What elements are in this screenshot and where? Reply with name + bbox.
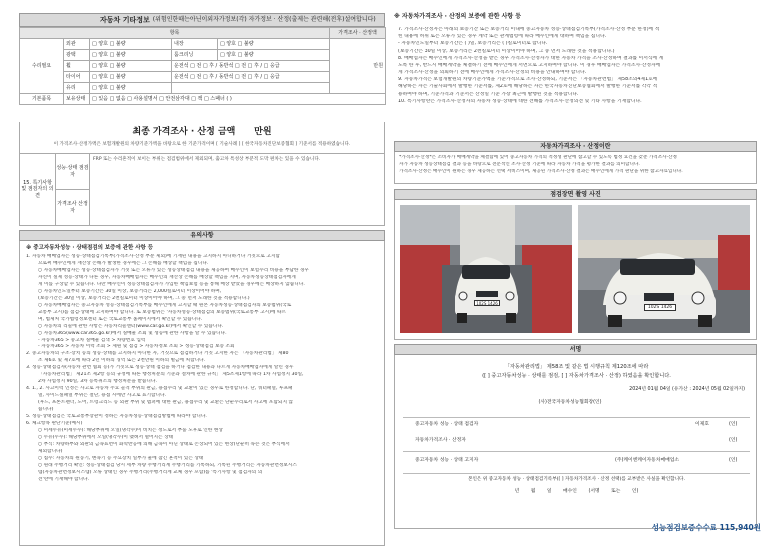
inspection-photo-front[interactable] [400, 205, 572, 333]
signature-area [394, 355, 757, 529]
divider [403, 451, 750, 452]
caution-title: ※ 중고자동차성능 · 상태점검의 보증에 관한 사항 등 [26, 245, 154, 251]
caution-line: 2. 중고자동차의 구조·장치 등의 성능·상태를 고지하지 아니한 자, 거짓으로 점검하거나 거짓 고지한 자는 「자동차관리법」 제80 [26, 351, 289, 357]
caution-line: 1. 자동차 매매업자는 성능·상태점검기록부(가격조사·산정 부분 제외)에 기재된 내용을 고지하지 아니하거나 거짓으로 고지함 [26, 253, 280, 259]
signature-header: 서명 [394, 344, 757, 355]
appraisal-guarantee-line: (보증기간은 30일 이상, 보증거리는 2천킬로미터 이상이어야 하며, 그 중 먼저 도래한 것을 적용합니다.) [398, 48, 615, 54]
row-glass-check[interactable]: □ 양호 □ 불량 [90, 83, 172, 94]
caution-line: - 자동차365 > 중고차 실매물 검색 > 차량번호 입력 [38, 337, 146, 343]
appraisal-scope-body [394, 152, 757, 184]
caution-line: ○ 원래 주행거리 확인: 성능·상태점검 당시 세부 차량 주행거리계 주행거리를 기록하되, 기록된 주행거리는 자동차관련정보시스 [38, 462, 297, 468]
row-label-exterior: 외관 [64, 39, 90, 50]
sign-row-notifier [395, 455, 758, 469]
caution-line: 게 이를 구상할 수 있습니다. 다만 매수인이 성능상태점검자가 가입한 책임보험 등을 통해 배상 받았을 경우에는 배상하지 않습니다. [38, 281, 305, 287]
special-notes-inspector: 성능·상태 점검자 [56, 154, 89, 190]
caution-line: ○ 부식: 차량하부와 외판의 금속표면이 화학반응에 의해 금속이 아닌 상태로 손상되어 있는 현상(단순히 녹슨 것은 부식에서 [38, 442, 290, 448]
caution-line: ○ 자동차매매업자는 중고자동차 성능·상태점검기록부를 매수인에게 고지할 때 원본 자동차성능·상태점검자의 보증범위(국토 [38, 302, 292, 308]
row-tire-position[interactable]: 운전석 □ 전 □ 후 / 동반석 □ 전 □ 후 / □ 응급 [172, 72, 330, 83]
sign-row-appraiser-label: 자동차가격조사 · 산정자 [415, 438, 466, 443]
license-plate-2: 102S 1426 [644, 304, 676, 311]
appraisal-guarantee-title: ※ 자동차가격조사 · 산정의 보증에 관한 사항 등 [394, 13, 522, 20]
receipt-statement: 본인은 위 중고자동차 성능 · 상태점검기록부([ ] 자동차가격조사 · 산정 선택)를 교부받은 사실을 확인합니다. [468, 477, 685, 482]
appraisal-guarantee-lines [398, 27, 757, 106]
appraisal-guarantee-line: 도록 한 후, 반드시 매매계약을 체결하기 전에 매수인에게 서면으로 고지하여야 합니다. 이 경우 매매업자는 가격조사·산정자에 [398, 62, 661, 68]
col-item: 항목 [20, 28, 330, 39]
caution-line: 교통부 고시)를 점검·상태에 고지하여야 합니다. 또 보증범위는 '자동차성능·상태점검의 보증범위(국토교통부 고시)에 따르 [38, 309, 287, 315]
photo-area [394, 200, 757, 340]
caution-line: ○ 누유(누수): 해당부위에서 오일(냉각수)이 맺혀서 떨어지는 상태 [38, 435, 174, 441]
appraisal-scope-line: 자가 자동차 성능상태점검 결과 등을 바탕으로 전문적인 조사·산정 기준에 따라 자동차 가격을 평가한 결과를 의미합니다. [399, 162, 640, 168]
sign-row-notifier-label: 중고자동차 성능 · 상태 고지자 [415, 458, 479, 463]
caution-line: 3. 성능·상태점검자(자동차 관련 협회 등)가 거짓으로 성능·상태 점검을 하거나 점검한 내용과 다르게 자동차매매업자에게 알린 경우 [26, 365, 294, 371]
row-interior-label: 내장 [172, 39, 218, 50]
row-label-wheel: 휠 [64, 61, 90, 72]
signature-org: (사)전국자동차성능협회장(인) [538, 400, 602, 405]
special-notes-appraiser: 가격조사 산정자 [57, 201, 88, 214]
caution-line: 템(자동차관련정보시스템) 오류 상태인 경우 주행거리(주행거리계 교체 경우 포함)를 '특기사항 및 점검자의 의 [38, 469, 263, 475]
row-cleaning-check[interactable]: □ 양호 □ 불량 [218, 50, 330, 61]
row-label-glass: 유리 [64, 83, 90, 94]
caution-line: 6. 체크항목 판단기준(예시) [26, 421, 83, 427]
row-wheel-check[interactable]: □ 양호 □ 불량 [90, 61, 172, 72]
right-column [394, 13, 757, 533]
appraisal-guarantee-line: 해당하는 자는 기술사회에서 발행한 기준서를, 제2호에 해당하는 자는 한국자동차진단보증협회에서 발행한 기준서를 각각 적 [398, 84, 658, 90]
caution-line: (후드, 프론트펜더, 도어, 트렁크리드 등 외판 부위 및 범퍼에 대한 판금, 용접수리 및 교환은 단순수리로서 사고에 포함되지 않 [38, 400, 293, 406]
row-gloss-check[interactable]: □ 양호 □ 불량 [90, 50, 172, 61]
caution-line: 널, 사이드실패널 부위는 절단, 용접 시에만 사고로 표기합니다. [38, 393, 167, 399]
final-estimate-label: 최종 가격조사 · 산정 금액 [132, 127, 236, 137]
final-estimate [19, 122, 385, 154]
divider [403, 473, 750, 474]
appraisal-guarantee-line: 7. 가격조사·산정자는 아래의 보증기간 또는 보증거리 이내에 중고자동차 성능·상태점검기록부(가격조사·산정 부분 한정)에 적 [398, 27, 660, 32]
left-column [19, 13, 385, 533]
appraisal-guarantee-line: 용하여야 하며, 기준가격과 기준서는 산정일 기준 가장 최근에 발행된 것을 적용합니다. [398, 91, 579, 97]
caution-line: 며, 법제처 국가법령정보센터 또는 국토교통부 홈페이지에서 확인할 수 있습니다. [38, 316, 203, 322]
caution-line: 2차 사업정지 90일, 3차 등록취소의 행정처분을 받습니다. [38, 379, 157, 385]
caution-line: 「자동차관리법」 제21조 제2항 등의 규정에 따른 행정처분의 기준과 절차에 관한 규칙」 제5조제1항에 따라 1차 사업정지 30일, [38, 372, 304, 378]
special-notes [19, 154, 385, 226]
row-cleaning-label: 룸크리닝 [172, 50, 218, 61]
caution-line: 자신이 실제 성능·상태가 다른 경우, 자동차매매업자는 매수인의 재산상 손해를 배상할 책임을 지며, 자동차성능상태점검자에게 [38, 274, 296, 280]
repair-unit: 만원 [330, 39, 386, 94]
inspection-photo-angle[interactable] [578, 205, 750, 333]
caution-line: ○ 자동차인도일부터 보증기간은 30일 이상, 보증거리는 2,000킬로미터 이상이어야 하며, [38, 288, 222, 294]
caution-line: (보증기간은 30일 이상, 보증거리는 2천킬로미터 이상이어야 하며, 그 중 먼저 도래한 것을 적용합니다.) [38, 295, 250, 301]
basic-label: 기본품목 [20, 94, 64, 105]
other-info-header: 자동차 기타정보 (위험인한때는아닌이외자가정보(각) 자가정보 · 산정(출제는 관련해(전후)설여합니다) [19, 13, 385, 27]
repair-table [19, 27, 386, 105]
caution-line: 견'란에 기재해야 합니다. [38, 476, 90, 482]
caution-line: ○ 자동차의 리콜에 관한 사항은 자동차리콜센터(www.car.go.kr)에서 확인할 수 있습니다. [38, 323, 224, 329]
appraisal-guarantee-line: 9. 자동차가격은 보험개발원의 차량기준가액을 기준가격으로 조사·산정하되, 기준서는 「자동차관련법」 제58조의4제1호에 [398, 77, 658, 83]
appraisal-guarantee-line: 8. 매매업자는 매수인에게 가격조사·산정을 받은 경우 가격조사·산정자가 대한 자동차 가격을 조사·산정하여 결과를 이서식에 계 [398, 55, 664, 61]
sign-row-appraiser [395, 435, 758, 449]
sign-row-appraiser-mark: (인) [729, 438, 738, 443]
row-wheel-position[interactable]: 운전석 □ 전 □ 후 / 동반석 □ 전 □ 후 / □ 응급 [172, 61, 330, 72]
basic-status: 보유상태 [64, 94, 90, 105]
special-notes-text: FRP 또는 수리흔적이 보이는 부위는 점검범위에서 제외되며, 출고차 특성상 부분적 도막 편차는 있을 수 있습니다. [93, 157, 321, 162]
caution-line: ○ 침수: 자동차의 원동기, 변속기 등 주요장치 일부가 물에 잠긴 흔적이 있는 상태 [38, 455, 204, 461]
appraisal-guarantee-line: 힌 내용에 허위 또는 오류가 있는 경우 계약 또는 관계법령에 따라 매수인에게 대하여 책임을 집니다. [398, 34, 607, 40]
signature-date: 2024년 01월 04일 (유가산 : 2024년 05월 02일까지) [629, 387, 745, 392]
repair-group-label: 수리필요 [20, 39, 64, 94]
sign-row-inspector-mark: (인) [729, 422, 738, 427]
caution-line: 제외합니다) [38, 449, 63, 454]
special-notes-label: 15. 특기사항 및 점검자의 의견 [20, 154, 56, 225]
caution-line: 4. 1., 2. 사고이력 인정은 사고로 자동차 주요 골격 부위의 판금, 용접수리 및 교환이 있는 경우로 한정합니다. 단, 쿼터패널, 루프패 [26, 386, 293, 392]
caution-line: 5. 성능·상태점검은 국토교통부장관이 정하는 자동차성능·상태점검방법에 따라야 합니다. [26, 414, 207, 420]
final-estimate-note: 이 가격조사·산정가액은 보험개발원의 차량기준가액을 바탕으로 한 기준가격이며 [ 기술사례 ] [ 한국자동차진단보증협회 ] 기준서를 적용하였습니다. [53, 142, 351, 148]
sign-row-notifier-mark: (인) [729, 458, 738, 463]
row-glass-empty [172, 83, 330, 94]
caution-header: 유의사항 [19, 230, 385, 241]
final-estimate-unit: 만원 [254, 127, 272, 137]
signature-statement-2: ([ ] 중고자동차성능 · 상태를 점검, [ ] 자동차가격조사 · 산정) 하였음을 확인합니다. [482, 373, 671, 379]
caution-body [19, 241, 385, 546]
caution-line: 습니다) [38, 407, 54, 413]
row-label-tire: 타이어 [64, 72, 90, 83]
row-interior-check[interactable]: □ 양호 □ 불량 [218, 39, 330, 50]
caution-lines [26, 254, 378, 483]
appraisal-guarantee-line: 게 가격조사·산정을 의뢰하기 전에 매수인에게 가격조사·산정의 비용을 안내하여야 합니다. [398, 70, 587, 76]
photo-header: 점검장면 촬영 사진 [394, 189, 757, 200]
caution-line: ○ 자동차365(www.car365.go.kr)에서 실매물 조회 및 성능에 관한 사항을 알 수 있습니다. [38, 330, 227, 336]
appraisal-scope-header: 자동차가격조사 · 산정이란 [394, 141, 757, 152]
appraisal-scope-line: *가격조사·산정*은 소비자가 매매계약을 체결함에 있어 중고자동차 가격의 적정성 판단에 참고할 수 있도록 법정 요건을 갖춘 가격조사·산정 [399, 155, 677, 160]
license-plate-1: 102S 1426 [474, 300, 500, 306]
caution-line: 조 제6호 및 제7호에 따라 2년 이하의 징역 또는 2천만원 이하의 벌금에 처합니다. [38, 358, 206, 364]
divider [403, 417, 750, 418]
appraisal-scope-line: 가격조사·산정은 매수인이 원하는 경우 제공하는 선택 서비스이며, 제공된 가격조사·산정 결과는 매수인에게 가격 판단을 위한 참고자료입니다. [399, 169, 683, 175]
caution-line: ○ 자동차매매업자는 성능·상태점검자가 거짓 또는 오류가 있는 성능상태점검 내용을 제공하여 매수인이 보험수리 비용을 부담한 경우 [38, 267, 309, 273]
sign-row-notifier-name[interactable]: (주)케이엔케이자동차매매업소 [615, 458, 679, 463]
row-exterior-check[interactable]: □ 양호 □ 불량 [90, 39, 172, 50]
receipt-row[interactable]: 년 월 일 매수인 (서명 또는 인) [514, 489, 639, 494]
basic-items[interactable]: □ 있음 □ 없음 □ 사용설명서 □ 안전삼각대 □ 잭 □ 스패너 ( ) [90, 94, 386, 105]
appraisal-guarantee-line: - 자동차인도일부터 보증기간은 ( )일, 보증거리는 ( )킬로미터로 합니다. [398, 41, 548, 47]
appraisal-guarantee-line: 10. 특기사항란은 가격조사·산정자의 자동차 성능·상태에 대한 견해를 가격조사·산정의견 및 기타 사항을 기재합니다. [398, 98, 642, 104]
other-info-subtitle: (위험인한때는아닌이외자가정보(각) 자가정보 · 산정(출제는 관련해(전후)설여합니다) [152, 16, 376, 24]
sign-row-inspector-label: 중고자동차 성능 · 상태 점검자 [415, 422, 479, 427]
col-result: 가격조사 · 산정액 [330, 28, 386, 39]
caution-line: - 자동차365 > 자동차 이력 조회 > 제원 및 점검 > 자동차정보 조회 > 성능·상태점검 보증 조회 [38, 344, 235, 350]
row-label-gloss: 광택 [64, 50, 90, 61]
sign-row-inspector-name[interactable]: 이제호 [695, 422, 709, 427]
caution-line: 으로써 매수인에게 재산상 손해가 발생한 경우에는 그 손해를 배상할 책임을 집니다. [38, 260, 209, 266]
caution-line: ○ 미세누유(미세누수): 해당부위에 오일(냉각수)이 비치는 정도로서 부품 노후로 인한 현상 [38, 428, 223, 434]
row-tire-check[interactable]: □ 양호 □ 불량 [90, 72, 172, 83]
inspection-fee: 성능점검보증수수료 115,940원 [651, 523, 761, 532]
signature-statement-1: 「자동차관리법」 제58조 및 같은 법 시행규칙 제120조에 따라 [504, 364, 649, 370]
sign-row-inspector [395, 419, 758, 433]
